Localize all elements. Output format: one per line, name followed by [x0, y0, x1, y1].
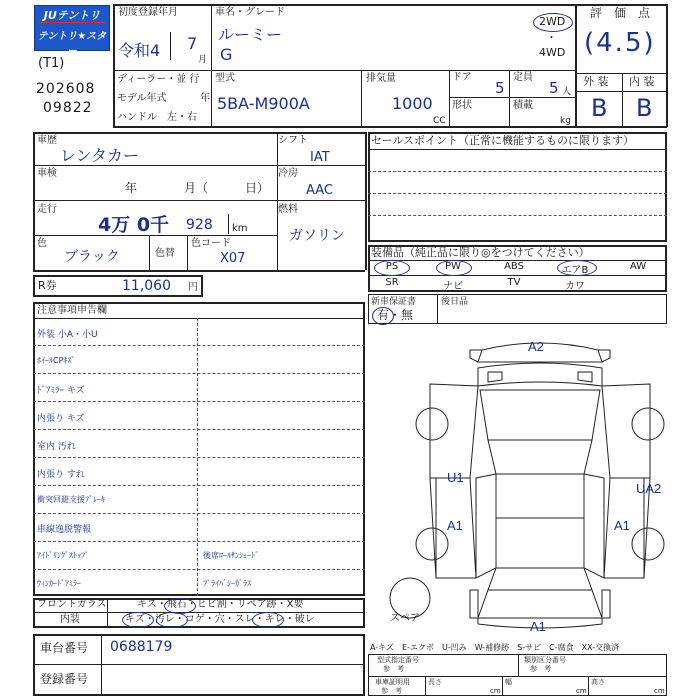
exterior-grade: B: [591, 94, 608, 122]
warranty-value: 有・無: [377, 308, 414, 322]
model-value: 5BA-M900A: [217, 94, 310, 113]
note-item: 車線逸脱警報: [37, 525, 92, 535]
history-label: 車歴: [37, 135, 57, 146]
type-cert-label: 型式指定番号: [377, 656, 419, 664]
width-unit: cm: [576, 687, 587, 695]
ref-label-2: 参 考: [530, 665, 551, 673]
drive-dot: ・: [546, 31, 557, 44]
ac-label: 冷房: [278, 168, 298, 179]
color-code-label: 色コード: [191, 238, 231, 249]
equipment-ps: PS: [385, 261, 399, 272]
mileage-unit: km: [232, 223, 248, 234]
equipment-sr: SR: [385, 277, 399, 288]
equipment-abs: ABS: [504, 261, 524, 272]
note-item: ｳｨﾝｶｰﾄﾞｱﾐﾗｰ: [37, 579, 81, 588]
ref-label-1: 参 考: [383, 665, 404, 673]
damage-mark-a2: A2: [528, 339, 544, 354]
r-ticket-unit: 円: [188, 282, 198, 293]
interior-row-text: キズ・汚レ・コゲ・穴・スレ・キレ・破レ: [125, 614, 315, 625]
r-ticket-value: 11,060: [122, 278, 171, 294]
shape-label: 形状: [452, 100, 472, 111]
engine-label: 排気量: [366, 73, 396, 84]
color-value: ブラック: [64, 249, 120, 265]
spare-label: スペア: [390, 613, 420, 624]
notes-header: 注意事項申告欄: [37, 305, 107, 316]
doors-label: ドア: [452, 72, 472, 83]
note-item: 内張り すれ: [37, 470, 85, 480]
ac-value: AAC: [306, 183, 333, 198]
warranty-label: 新車保証書: [371, 297, 417, 307]
inspection-label: 車検: [37, 168, 57, 179]
length-unit: cm: [490, 687, 501, 695]
chassis-label: 車台番号: [40, 641, 89, 655]
inspection-day: 日）: [245, 181, 270, 195]
equipment-navi: ナビ: [443, 281, 463, 292]
registration-number-label: 登録番号: [40, 672, 89, 686]
logo-brand-top: JUテントリ: [43, 9, 101, 22]
inspection-month: 月（: [184, 181, 209, 195]
front-glass-label: フロントガラス: [37, 599, 107, 610]
equipment-label: 装備品（純正品に限り◎をつけてください）: [371, 246, 590, 259]
note-item: ﾄﾞｱﾐﾗｰ キズ: [37, 386, 85, 396]
doors-value: 5: [495, 79, 505, 97]
logo: [34, 5, 110, 57]
logo-brand-bottom: テントリ★スター: [37, 31, 107, 57]
note-item: 衝突回避支援ﾌﾞﾚｰｷ: [37, 495, 105, 504]
history-value: レンタカー: [60, 146, 139, 165]
engine-unit: CC: [433, 116, 446, 126]
meta-number-2: 09822: [43, 100, 93, 116]
capacity-value: 5: [549, 79, 559, 97]
ref-label-3: 参 考: [381, 687, 402, 695]
year-unit: 年: [200, 93, 210, 104]
equipment-tv: TV: [507, 277, 521, 288]
inspection-year: 年: [125, 181, 138, 195]
note-item: 内張り キズ: [37, 414, 85, 424]
equipment-airbag: エアB: [561, 265, 589, 276]
mileage-value: 4万 0千: [98, 214, 170, 236]
note-item-right: ﾌﾟﾗｲﾊﾞｼｰｶﾞﾗｽ: [203, 579, 251, 588]
registration-month: 7: [187, 34, 198, 53]
note-item: ﾎｲｰﾙCPｷｽﾞ: [37, 356, 76, 365]
height-unit: cm: [654, 687, 665, 695]
drive-4wd: 4WD: [539, 46, 566, 59]
vehicle-grade: G: [220, 45, 233, 64]
front-glass-text: キズ・飛石・ヒビ割・リペア跡・X要: [137, 599, 304, 610]
engine-value: 1000: [392, 94, 433, 113]
note-item-right: 後席ﾛｰﾙｻﾝｼｪｰﾄﾞ: [203, 551, 259, 560]
equipment-leather: カワ: [565, 281, 585, 292]
vehicle-name: ルーミー: [218, 25, 283, 44]
registration-label: 初度登録年月: [118, 7, 178, 18]
damage-legend: A-キズ E-エクボ U-凹み W-補修跡 S-サビ C-腐食 XX-交換済: [370, 643, 620, 652]
registration-era: 令和4: [118, 41, 161, 60]
class-no-label: 類別区分番号: [524, 656, 566, 664]
length-label: 長さ: [428, 678, 442, 686]
height-label: 高さ: [591, 678, 605, 686]
equipment-pw: PW: [445, 261, 461, 272]
handle-label: ハンドル 左・右: [117, 112, 197, 123]
dealer-label: ディーラー・並 行: [117, 74, 200, 85]
vehicle-name-label: 車名・グレード: [215, 7, 285, 18]
mileage-sub: 928: [186, 217, 213, 233]
color-label: 色: [37, 238, 47, 249]
car-diagram: [370, 328, 666, 638]
grade-label: 評 価 点: [590, 6, 651, 20]
load-unit: kg: [560, 116, 571, 126]
load-label: 積載: [513, 100, 533, 111]
equipment-aw: AW: [629, 261, 647, 272]
next-day-label: 後日品: [441, 297, 469, 307]
r-ticket-label: R券: [38, 279, 57, 292]
shift-value: IAT: [310, 150, 330, 165]
exterior-label: 外 装: [583, 75, 609, 88]
damage-mark-u1: U1: [447, 470, 464, 485]
interior-row-label: 内装: [60, 614, 80, 625]
capacity-label: 定員: [513, 72, 533, 83]
meta-code: (T1): [38, 56, 65, 71]
damage-mark-a1-right: A1: [614, 518, 630, 533]
chassis-value: 0688179: [110, 639, 173, 655]
fuel-label: 燃料: [278, 204, 298, 215]
width-label: 幅: [505, 678, 512, 686]
damage-mark-ua2: UA2: [636, 481, 662, 496]
sales-points-label: セールスポイント（正常に機能するものに限ります）: [371, 134, 635, 147]
note-item: 外装 小A・小U: [37, 330, 98, 340]
model-year-label: モデル年式: [117, 93, 167, 104]
drive-2wd: 2WD: [539, 15, 566, 28]
grade-score: (4.5): [584, 28, 656, 58]
damage-mark-a1-rear: A1: [530, 619, 546, 634]
capacity-unit: 人: [562, 87, 572, 97]
interior-label: 内 装: [629, 75, 655, 88]
note-item: ｱｲﾄﾞﾘﾝｸﾞｽﾄｯﾌﾟ: [37, 551, 89, 560]
mileage-label: 走行: [37, 204, 57, 215]
note-item: 室内 汚れ: [37, 442, 76, 452]
registration-month-unit: 月: [198, 55, 208, 65]
damage-mark-a1-left: A1: [447, 518, 463, 533]
meta-number-1: 202608: [36, 81, 96, 97]
color-change-label: 色替: [155, 248, 175, 259]
fuel-value: ガソリン: [289, 228, 345, 244]
shift-label: シフト: [278, 135, 308, 146]
color-code: X07: [220, 251, 246, 266]
interior-grade: B: [636, 94, 653, 122]
garage-cert-label: 車庫証明用: [375, 678, 410, 686]
model-label: 型式: [215, 73, 235, 84]
